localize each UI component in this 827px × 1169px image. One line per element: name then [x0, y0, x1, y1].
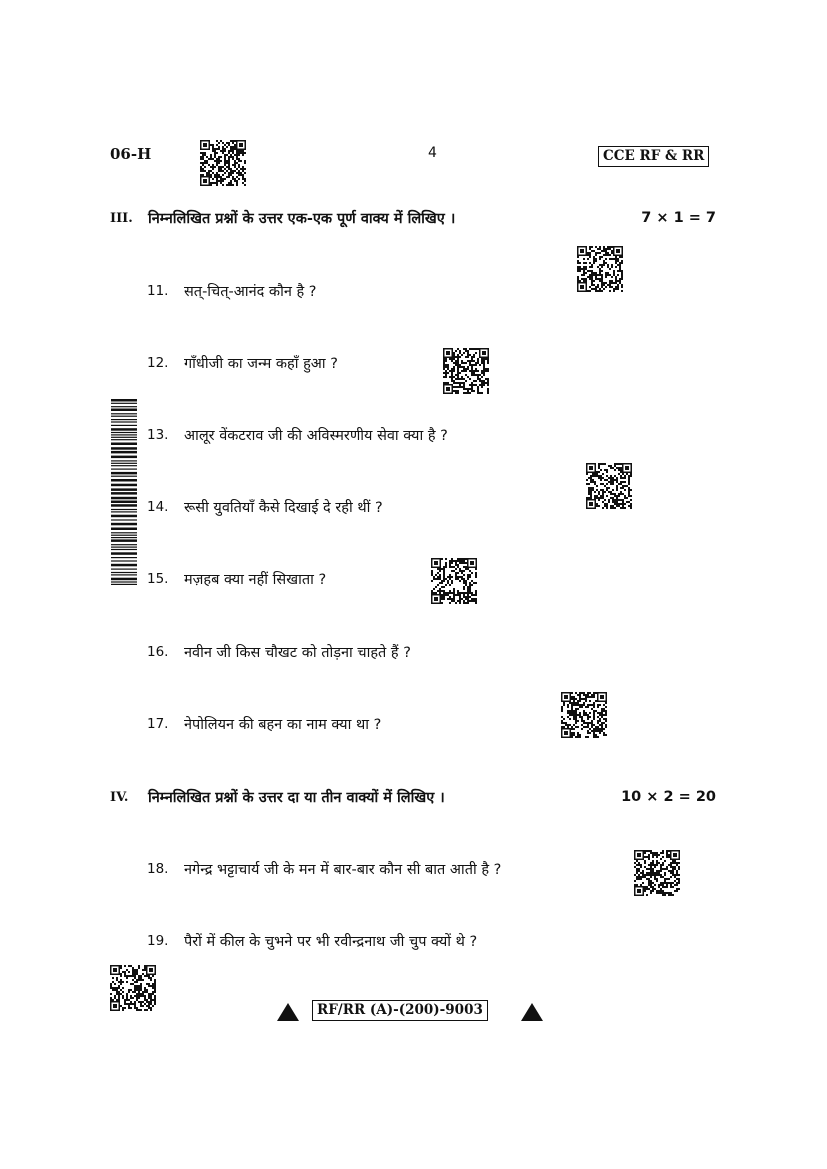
question-item: [147, 423, 448, 447]
page-number: 4: [428, 145, 437, 161]
section-number: IV.: [110, 789, 129, 805]
qr-code: [431, 558, 477, 604]
question-number: 11.: [147, 283, 169, 299]
section-heading: [110, 785, 716, 809]
question-text: सत्-चित्-आनंद कौन है ?: [184, 284, 317, 300]
question-item: [147, 712, 381, 736]
qr-code: [561, 692, 607, 738]
question-text: गाँधीजी का जन्म कहाँ हुआ ?: [184, 356, 338, 372]
question-number: 18.: [147, 861, 169, 877]
question-text: नेपोलियन की बहन का नाम क्या था ?: [184, 717, 382, 733]
section-number: III.: [110, 210, 133, 226]
right-triangle-icon: [521, 1003, 543, 1021]
question-item: [147, 351, 338, 375]
question-item: [147, 279, 317, 303]
question-item: [147, 929, 477, 953]
question-number: 16.: [147, 644, 169, 660]
question-item: [147, 495, 383, 519]
qr-code: [577, 246, 623, 292]
subject-code: 06-H: [110, 145, 152, 163]
qr-code: [110, 965, 156, 1011]
question-number: 12.: [147, 355, 169, 371]
question-item: [147, 567, 326, 591]
qr-code: [443, 348, 489, 394]
section-instruction: निम्नलिखित प्रश्नों के उत्तर एक-एक पूर्ण वाक्य में लिखिए ।: [148, 211, 456, 227]
section-instruction: निम्नलिखित प्रश्नों के उत्तर दा या तीन वाक्यों में लिखिए ।: [148, 790, 445, 806]
question-text: रूसी युवतियाँ कैसे दिखाई दे रही थीं ?: [184, 500, 383, 516]
question-text: आलूर वेंकटराव जी की अविस्मरणीय सेवा क्या है ?: [184, 428, 448, 444]
question-number: 13.: [147, 427, 169, 443]
barcode: [111, 399, 137, 585]
question-number: 14.: [147, 499, 169, 515]
section-marks: 10 × 2 = 20: [621, 789, 716, 805]
question-text: नगेन्द्र भट्टाचार्य जी के मन में बार-बार कौन सी बात आती है ?: [184, 862, 502, 878]
question-text: नवीन जी किस चौखट को तोड़ना चाहते हैं ?: [184, 645, 411, 661]
section-heading: [110, 206, 716, 230]
section-marks: 7 × 1 = 7: [641, 210, 716, 226]
qr-code: [586, 463, 632, 509]
question-text: मज़हब क्या नहीं सिखाता ?: [184, 572, 327, 588]
qr-code: [200, 140, 246, 186]
question-item: [147, 640, 411, 664]
question-number: 19.: [147, 933, 169, 949]
question-text: पैरों में कील के चुभने पर भी रवीन्द्रनाथ जी चुप क्यों थे ?: [184, 934, 478, 950]
question-item: [147, 857, 501, 881]
question-number: 17.: [147, 716, 169, 732]
footer-code-box: RF/RR (A)-(200)-9003: [312, 1000, 488, 1021]
question-number: 15.: [147, 571, 169, 587]
paper-code-box: CCE RF & RR: [598, 146, 709, 167]
qr-code: [634, 850, 680, 896]
left-triangle-icon: [277, 1003, 299, 1021]
